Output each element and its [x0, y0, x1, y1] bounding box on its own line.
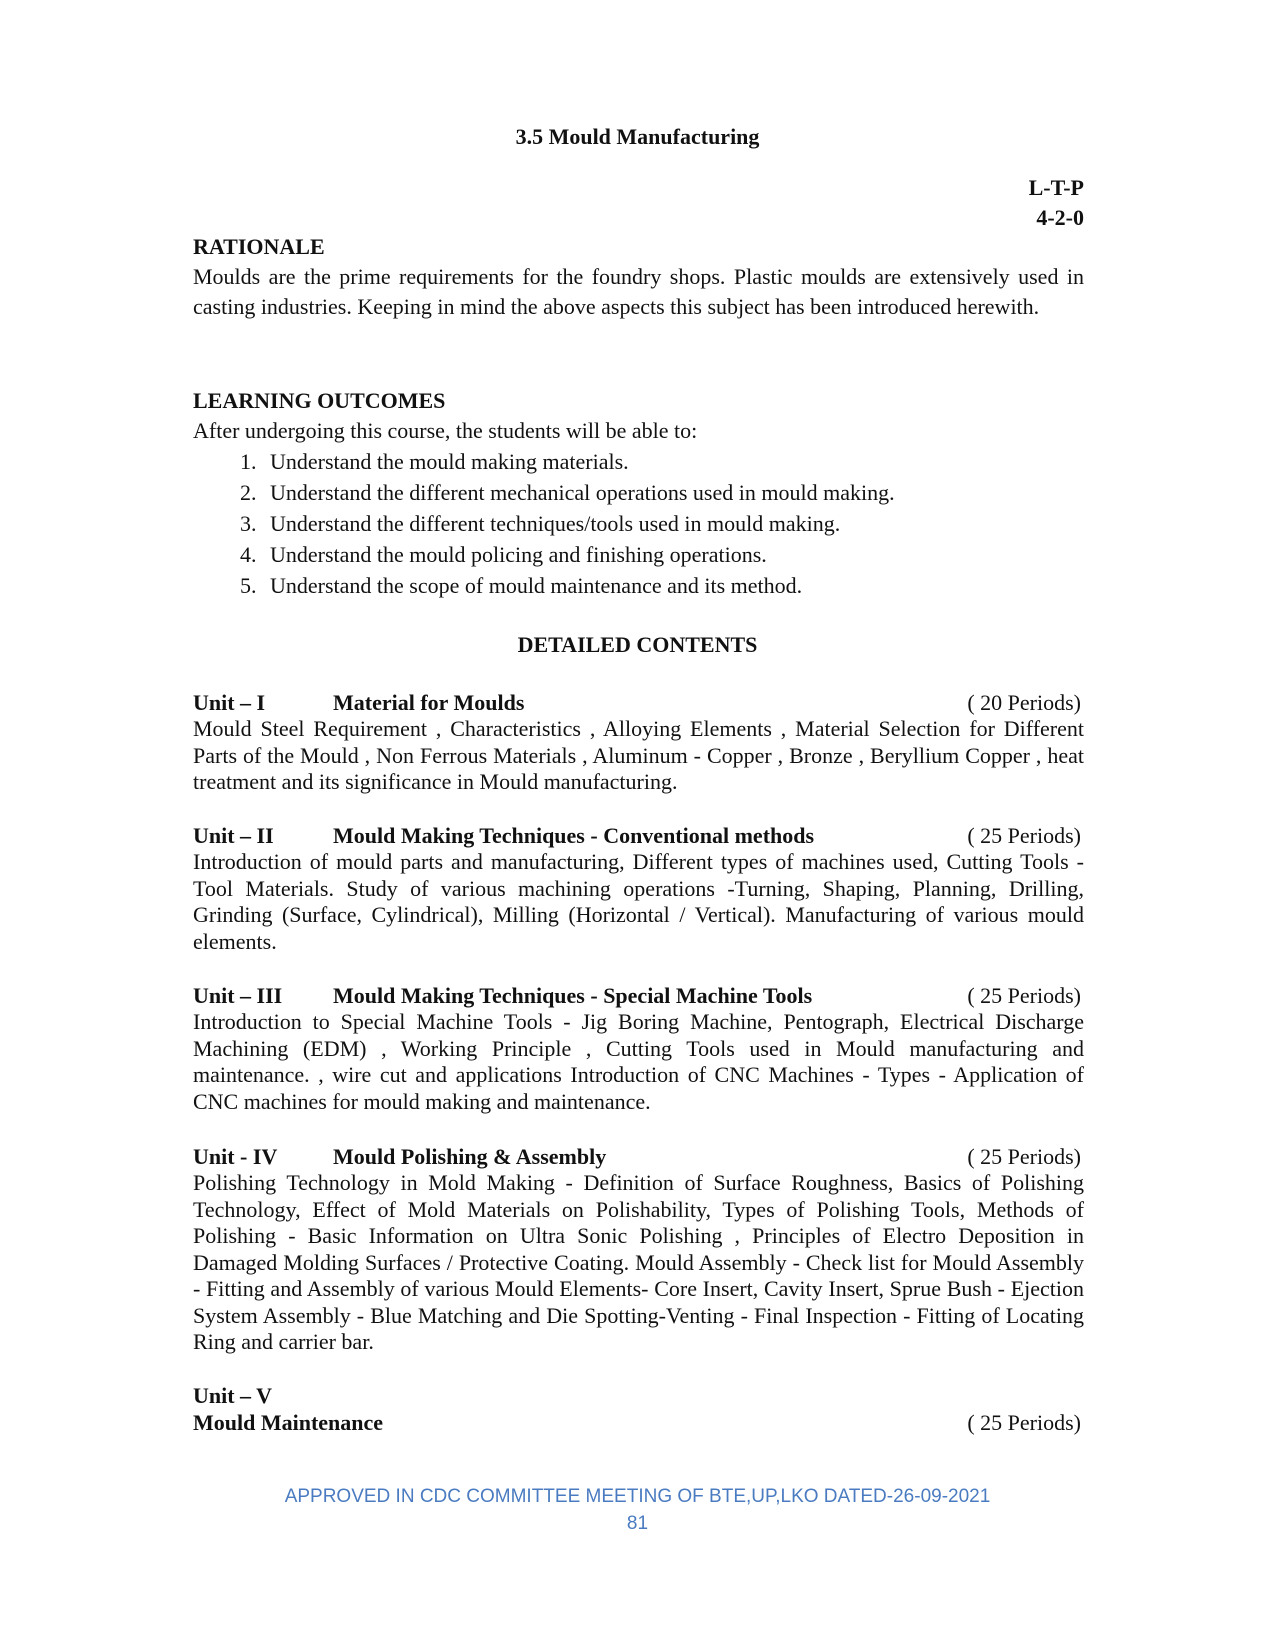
list-item: 4. Understand the mould policing and finishing operations.: [262, 539, 1084, 570]
rationale-text: Moulds are the prime requirements for the foundry shops. Plastic moulds are extensively used in casting industries. Keeping in mind the above aspects this subject has been introduced herewith.: [193, 264, 1084, 319]
unit-body: Polishing Technology in Mold Making - Definition of Surface Roughness, Basics of Polishing Technology, Effect of Mold Materials on Polishability, Types of Polishing Tools, Methods of Polishing - Basic Information on Ultra Sonic Polishing , Principles of Electro Deposition in Damaged Molding Surfaces / Protective Coating. Mould Assembly - Check list for Mould Assembly - Fitting and Assembly of various Mould Elements- Core Insert, Cavity Insert, Sprue Bush - Ejection System Assembly - Blue Matching and Die Spotting-Venting - Final Inspection - Fitting of Locating Ring and carrier bar.: [193, 1170, 1084, 1354]
unit-header: [193, 689, 1084, 716]
unit-title: Material for Moulds: [333, 690, 525, 715]
list-item: 3. Understand the different techniques/tools used in mould making.: [262, 508, 1084, 539]
learning-outcomes-list: [193, 446, 1084, 601]
page-footer: [0, 1483, 1275, 1537]
unit-periods: ( 25 Periods): [967, 1410, 1081, 1435]
rationale-heading: RATIONALE: [193, 234, 325, 259]
unit-title: Mould Making Techniques - Special Machine Tools: [333, 983, 813, 1008]
unit-title: Mould Polishing & Assembly: [333, 1144, 607, 1169]
page-number: 81: [626, 1513, 649, 1534]
unit-code: Unit – V: [193, 1383, 273, 1408]
detailed-contents-heading: DETAILED CONTENTS: [517, 632, 758, 657]
unit-header: [193, 1382, 1084, 1409]
learning-outcomes-heading: LEARNING OUTCOMES: [193, 388, 446, 413]
list-item: 5. Understand the scope of mould maintenance and its method.: [262, 570, 1084, 601]
unit-code: Unit - IV: [193, 1144, 278, 1169]
approval-note: APPROVED IN CDC COMMITTEE MEETING OF BTE,UP,LKO DATED-26-09-2021: [284, 1486, 991, 1507]
unit-title: Mould Maintenance: [193, 1410, 384, 1435]
unit-code: Unit – II: [193, 823, 274, 848]
unit-header: [193, 982, 1084, 1009]
unit-body: Mould Steel Requirement , Characteristics , Alloying Elements , Material Selection for Different Parts of the Mould , Non Ferrous Materials , Aluminum - Copper , Bronze , Beryllium Copper , heat treatment and its significance in Mould manufacturing.: [193, 716, 1084, 794]
unit-header: [193, 822, 1084, 849]
unit-title: Mould Making Techniques - Conventional methods: [333, 823, 815, 848]
list-item: 2. Understand the different mechanical operations used in mould making.: [262, 477, 1084, 508]
unit-section: [193, 982, 1084, 1115]
learning-outcomes-intro: After undergoing this course, the students will be able to:: [193, 418, 698, 443]
learning-outcomes-section: [193, 386, 1084, 601]
unit-section: [193, 822, 1084, 955]
unit-body: Introduction to Special Machine Tools - Jig Boring Machine, Pentograph, Electrical Discharge Machining (EDM) , Working Principle , Cutting Tools used in Mould manufacturing and maintenance. , wire cut and applications Introduction of CNC Machines - Types - Application of CNC machines for mould making and maintenance.: [193, 1009, 1084, 1114]
unit-header: [193, 1143, 1084, 1170]
unit-section: [193, 1382, 1084, 1436]
unit-title-row: [193, 1409, 1084, 1436]
unit-code: Unit – I: [193, 690, 266, 715]
unit-section: [193, 1143, 1084, 1356]
unit-section: [193, 689, 1084, 796]
ltp-value: 4-2-0: [1036, 205, 1084, 230]
unit-code: Unit – III: [193, 983, 283, 1008]
rationale-section: [193, 232, 1084, 322]
unit-periods: ( 20 Periods): [967, 690, 1081, 715]
unit-periods: ( 25 Periods): [967, 823, 1081, 848]
page-title: 3.5 Mould Manufacturing: [515, 124, 760, 149]
ltp-label: L-T-P: [1028, 175, 1084, 200]
unit-periods: ( 25 Periods): [967, 1144, 1081, 1169]
unit-periods: ( 25 Periods): [967, 983, 1081, 1008]
unit-body: Introduction of mould parts and manufacturing, Different types of machines used, Cutting Tools - Tool Materials. Study of various machining operations -Turning, Shaping, Planning, Drilling, Grinding (Surface, Cylindrical), Milling (Horizontal / Vertical). Manufacturing of various mould elements.: [193, 849, 1084, 954]
list-item: 1. Understand the mould making materials.: [262, 446, 1084, 477]
